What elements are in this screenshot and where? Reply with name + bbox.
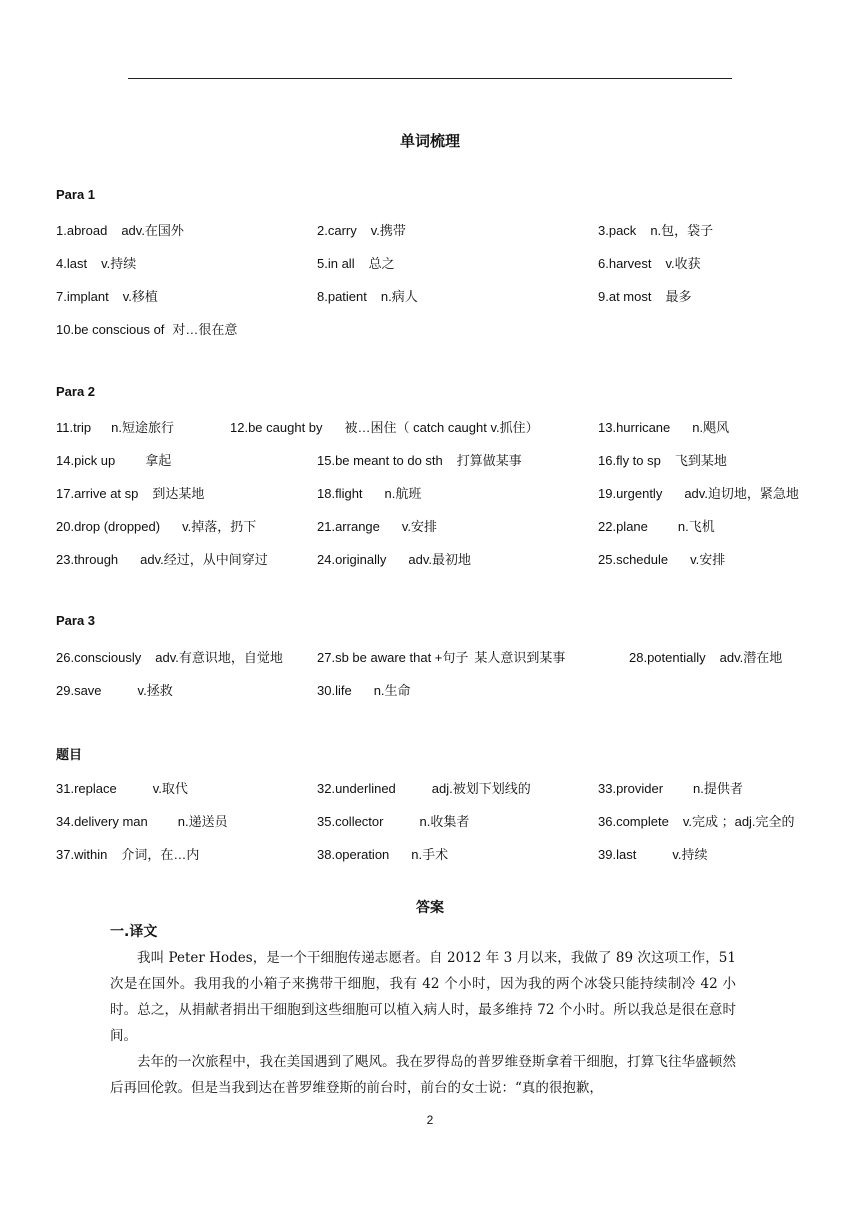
section-heading-para-3: Para 3 bbox=[56, 613, 96, 628]
vocab-entry bbox=[598, 286, 691, 305]
vocab-meaning: 被…困住（ catch caught v.抓住） bbox=[344, 420, 539, 435]
vocab-row bbox=[0, 844, 860, 864]
vocab-meaning: 到达某地 bbox=[152, 486, 205, 501]
vocab-row bbox=[0, 811, 860, 831]
vocab-entry bbox=[317, 549, 471, 568]
vocab-word: 4.last bbox=[56, 256, 88, 271]
vocab-word: 29.save bbox=[56, 683, 102, 698]
vocab-meaning: n.递送员 bbox=[177, 814, 228, 829]
vocab-word: 26.consciously bbox=[56, 650, 142, 665]
translation-paragraph: 我叫 Peter Hodes，是一个干细胞传递志愿者。自 2012 年 3 月以来，我做了 89 次这项工作，51 次是在国外。我用我的小箱子来携带干细胞，我有 42 个小时，因为我的两个冰袋只能持续制冷 42 小时。总之，从捐献者捐出干细胞到这些细胞可以植入病人时，最多维持 72 个小时。所以我总是很在意时间。 bbox=[110, 950, 736, 1044]
vocab-row bbox=[0, 417, 860, 437]
vocab-entry bbox=[598, 811, 795, 830]
vocab-entry bbox=[56, 844, 199, 863]
vocab-entry bbox=[598, 483, 799, 502]
section-heading-questions: 题目 bbox=[56, 747, 83, 762]
vocab-word: 2.carry bbox=[317, 223, 357, 238]
vocab-meaning: v.完成 ；adj.完全的 bbox=[682, 814, 795, 829]
vocab-meaning: n.短途旅行 bbox=[111, 420, 175, 435]
vocab-entry bbox=[56, 516, 256, 535]
vocab-entry bbox=[598, 844, 707, 863]
vocab-word: 32.underlined bbox=[317, 781, 396, 796]
vocab-entry bbox=[598, 450, 727, 469]
vocab-meaning: n.提供者 bbox=[693, 781, 743, 796]
vocab-entry bbox=[317, 516, 437, 535]
vocab-word: 16.fly to sp bbox=[598, 453, 661, 468]
vocab-meaning: v.持续 bbox=[672, 847, 708, 862]
vocab-entry bbox=[56, 549, 268, 568]
vocab-meaning: 对…很在意 bbox=[172, 322, 238, 337]
vocab-row bbox=[0, 483, 860, 503]
vocab-meaning: v.收获 bbox=[665, 256, 701, 271]
vocab-word: 10.be conscious of bbox=[56, 322, 165, 337]
vocab-word: 36.complete bbox=[598, 814, 669, 829]
vocab-row bbox=[0, 680, 860, 700]
vocab-meaning: adv.有意识地，自觉地 bbox=[155, 650, 283, 665]
vocab-entry bbox=[56, 647, 283, 666]
vocab-meaning: v.持续 bbox=[101, 256, 137, 271]
vocab-meaning: n.生命 bbox=[373, 683, 411, 698]
vocab-row bbox=[0, 647, 860, 667]
vocab-word: 12.be caught by bbox=[230, 420, 323, 435]
vocab-entry bbox=[629, 647, 782, 666]
vocab-meaning: 拿起 bbox=[145, 453, 172, 468]
vocab-word: 28.potentially bbox=[629, 650, 706, 665]
vocab-word: 5.in all bbox=[317, 256, 355, 271]
section-heading-para-1: Para 1 bbox=[56, 187, 96, 202]
vocab-row bbox=[0, 549, 860, 569]
vocab-entry bbox=[598, 220, 713, 239]
vocab-row bbox=[0, 450, 860, 470]
vocab-meaning: v.取代 bbox=[152, 781, 188, 796]
vocab-entry bbox=[230, 417, 539, 436]
vocab-meaning: 某人意识到某事 bbox=[474, 650, 566, 665]
vocab-meaning: adj.被划下划线的 bbox=[431, 781, 531, 796]
vocab-meaning: n.飓风 bbox=[692, 420, 730, 435]
vocab-word: 19.urgently bbox=[598, 486, 663, 501]
page-title: 单词梳理 bbox=[399, 132, 460, 150]
vocab-word: 1.abroad bbox=[56, 223, 108, 238]
vocab-entry bbox=[56, 220, 184, 239]
vocab-word: 7.implant bbox=[56, 289, 109, 304]
vocab-meaning: v.移植 bbox=[122, 289, 158, 304]
vocab-meaning: n.飞机 bbox=[677, 519, 715, 534]
vocab-entry bbox=[56, 811, 228, 830]
vocab-meaning: adv.迫切地，紧急地 bbox=[684, 486, 799, 501]
vocab-word: 15.be meant to do sth bbox=[317, 453, 443, 468]
vocab-meaning: 最多 bbox=[665, 289, 692, 304]
vocab-row bbox=[0, 253, 860, 273]
vocab-entry bbox=[317, 811, 469, 830]
vocab-entry bbox=[598, 516, 715, 535]
vocab-entry bbox=[56, 253, 136, 272]
translation-paragraph: 去年的一次旅程中，我在美国遇到了飓风。我在罗得岛的普罗维登斯拿着干细胞，打算飞往华盛顿然后再回伦敦。但是当我到达在普罗维登斯的前台时，前台的女士说：“真的很抱歉， bbox=[110, 1054, 736, 1096]
vocab-entry bbox=[317, 680, 411, 699]
vocab-word: 35.collector bbox=[317, 814, 384, 829]
vocab-word: 25.schedule bbox=[598, 552, 669, 567]
vocab-entry bbox=[598, 253, 701, 272]
vocab-word: 38.operation bbox=[317, 847, 390, 862]
vocab-word: 37.within bbox=[56, 847, 108, 862]
vocab-meaning: v.携带 bbox=[370, 223, 406, 238]
vocab-word: 9.at most bbox=[598, 289, 652, 304]
vocab-row bbox=[0, 220, 860, 240]
vocab-word: 39.last bbox=[598, 847, 637, 862]
vocab-entry bbox=[56, 319, 237, 338]
vocab-word: 33.provider bbox=[598, 781, 664, 796]
vocab-meaning: adv.最初地 bbox=[408, 552, 471, 567]
vocab-word: 11.trip bbox=[56, 420, 92, 435]
vocab-word: 13.hurricane bbox=[598, 420, 671, 435]
vocab-entry bbox=[56, 680, 173, 699]
vocab-entry bbox=[317, 253, 395, 272]
vocab-meaning: 总之 bbox=[368, 256, 395, 271]
vocab-meaning: adv.潜在地 bbox=[719, 650, 783, 665]
vocab-meaning: n.收集者 bbox=[419, 814, 470, 829]
answer-heading: 答案 bbox=[416, 900, 444, 916]
vocab-meaning: adv.在国外 bbox=[121, 223, 184, 238]
vocab-row bbox=[0, 319, 860, 339]
vocab-entry bbox=[56, 778, 188, 797]
header-rule bbox=[128, 78, 732, 79]
vocab-word: 8.patient bbox=[317, 289, 367, 304]
vocab-meaning: v.安排 bbox=[401, 519, 438, 534]
vocab-entry bbox=[56, 286, 158, 305]
vocab-meaning: 介词，在…内 bbox=[121, 847, 200, 862]
vocab-meaning: n.病人 bbox=[380, 289, 418, 304]
vocab-word: 6.harvest bbox=[598, 256, 652, 271]
vocab-word: 30.life bbox=[317, 683, 352, 698]
section-heading-para-2: Para 2 bbox=[56, 384, 96, 399]
vocab-entry bbox=[317, 483, 421, 502]
vocab-meaning: v.拯救 bbox=[137, 683, 173, 698]
vocab-meaning: v.掉落，扔下 bbox=[182, 519, 257, 534]
vocab-word: 18.flight bbox=[317, 486, 363, 501]
vocab-entry bbox=[56, 417, 174, 436]
vocab-word: 24.originally bbox=[317, 552, 387, 567]
vocab-meaning: n.包，袋子 bbox=[650, 223, 714, 238]
vocab-word: 21.arrange bbox=[317, 519, 380, 534]
vocab-word: 14.pick up bbox=[56, 453, 116, 468]
vocab-entry bbox=[317, 778, 531, 797]
vocab-meaning: n.航班 bbox=[384, 486, 422, 501]
vocab-word: 23.through bbox=[56, 552, 119, 567]
vocab-entry bbox=[56, 483, 204, 502]
vocab-entry bbox=[598, 549, 725, 568]
vocab-row bbox=[0, 778, 860, 798]
vocab-meaning: adv.经过，从中间穿过 bbox=[140, 552, 268, 567]
vocab-entry bbox=[317, 286, 418, 305]
vocab-meaning: 飞到某地 bbox=[674, 453, 727, 468]
vocab-word: 34.delivery man bbox=[56, 814, 148, 829]
translation-subheading: 一.译文 bbox=[110, 924, 158, 940]
vocab-entry bbox=[317, 450, 522, 469]
vocab-entry bbox=[317, 220, 406, 239]
vocab-entry bbox=[317, 844, 448, 863]
vocab-word: 22.plane bbox=[598, 519, 648, 534]
vocab-entry bbox=[598, 417, 729, 436]
vocab-entry bbox=[317, 647, 565, 666]
vocab-meaning: v.安排 bbox=[690, 552, 726, 567]
vocab-word: 27.sb be aware that +句子 bbox=[317, 650, 469, 665]
vocab-word: 20.drop (dropped) bbox=[56, 519, 161, 534]
page-number: 2 bbox=[426, 1113, 434, 1127]
vocab-meaning: 打算做某事 bbox=[456, 453, 522, 468]
vocab-word: 17.arrive at sp bbox=[56, 486, 139, 501]
vocab-row bbox=[0, 516, 860, 536]
vocab-row bbox=[0, 286, 860, 306]
vocab-entry bbox=[598, 778, 743, 797]
vocab-meaning: n.手术 bbox=[411, 847, 449, 862]
vocab-word: 31.replace bbox=[56, 781, 117, 796]
vocab-word: 3.pack bbox=[598, 223, 637, 238]
vocab-entry bbox=[56, 450, 171, 469]
